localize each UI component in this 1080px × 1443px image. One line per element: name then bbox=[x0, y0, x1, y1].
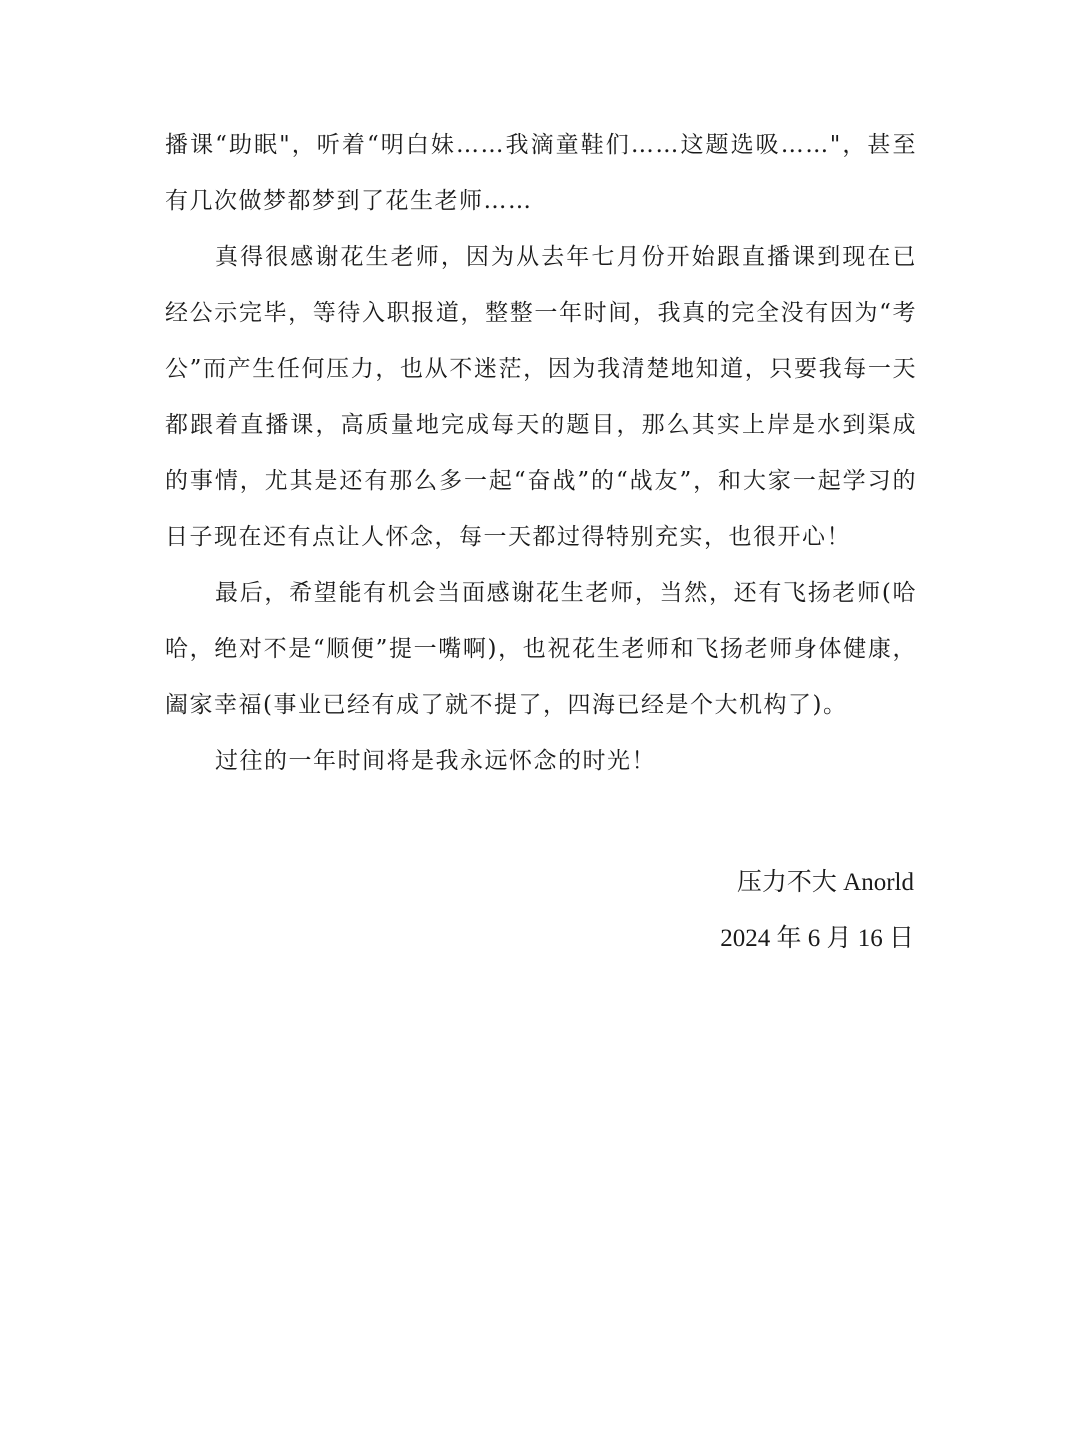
paragraph-continuation: 播课“助眠"，听着“明白妹……我滴童鞋们……这题选吸……"，甚至有几次做梦都梦到了花生老师…… bbox=[165, 132, 917, 214]
signature-name: 压力不大 Anorld bbox=[736, 869, 914, 896]
signature-date: 2024 年 6 月 16 日 bbox=[720, 925, 914, 952]
signature-block bbox=[720, 855, 914, 967]
paragraph-thanks: 真得很感谢花生老师，因为从去年七月份开始跟直播课到现在已经公示完毕，等待入职报道，整整一年时间，我真的完全没有因为“考公”而产生任何压力，也从不迷茫，因为我清楚地知道，只要我每一天都跟着直播课，高质量地完成每天的题目，那么其实上岸是水到渠成的事情，尤其是还有那么多一起“奋战”的“战友”，和大家一起学习的日子现在还有点让人怀念，每一天都过得特别充实，也很开心！ bbox=[165, 244, 917, 550]
paragraph-closing-wishes: 最后，希望能有机会当面感谢花生老师，当然，还有飞扬老师(哈哈，绝对不是“顺便”提一嘴啊)，也祝花生老师和飞扬老师身体健康，阖家幸福(事业已经有成了就不提了，四海已经是个大机构了)。 bbox=[165, 580, 917, 718]
paragraph-final-remark: 过往的一年时间将是我永远怀念的时光！ bbox=[215, 748, 656, 774]
letter-body bbox=[165, 117, 917, 789]
